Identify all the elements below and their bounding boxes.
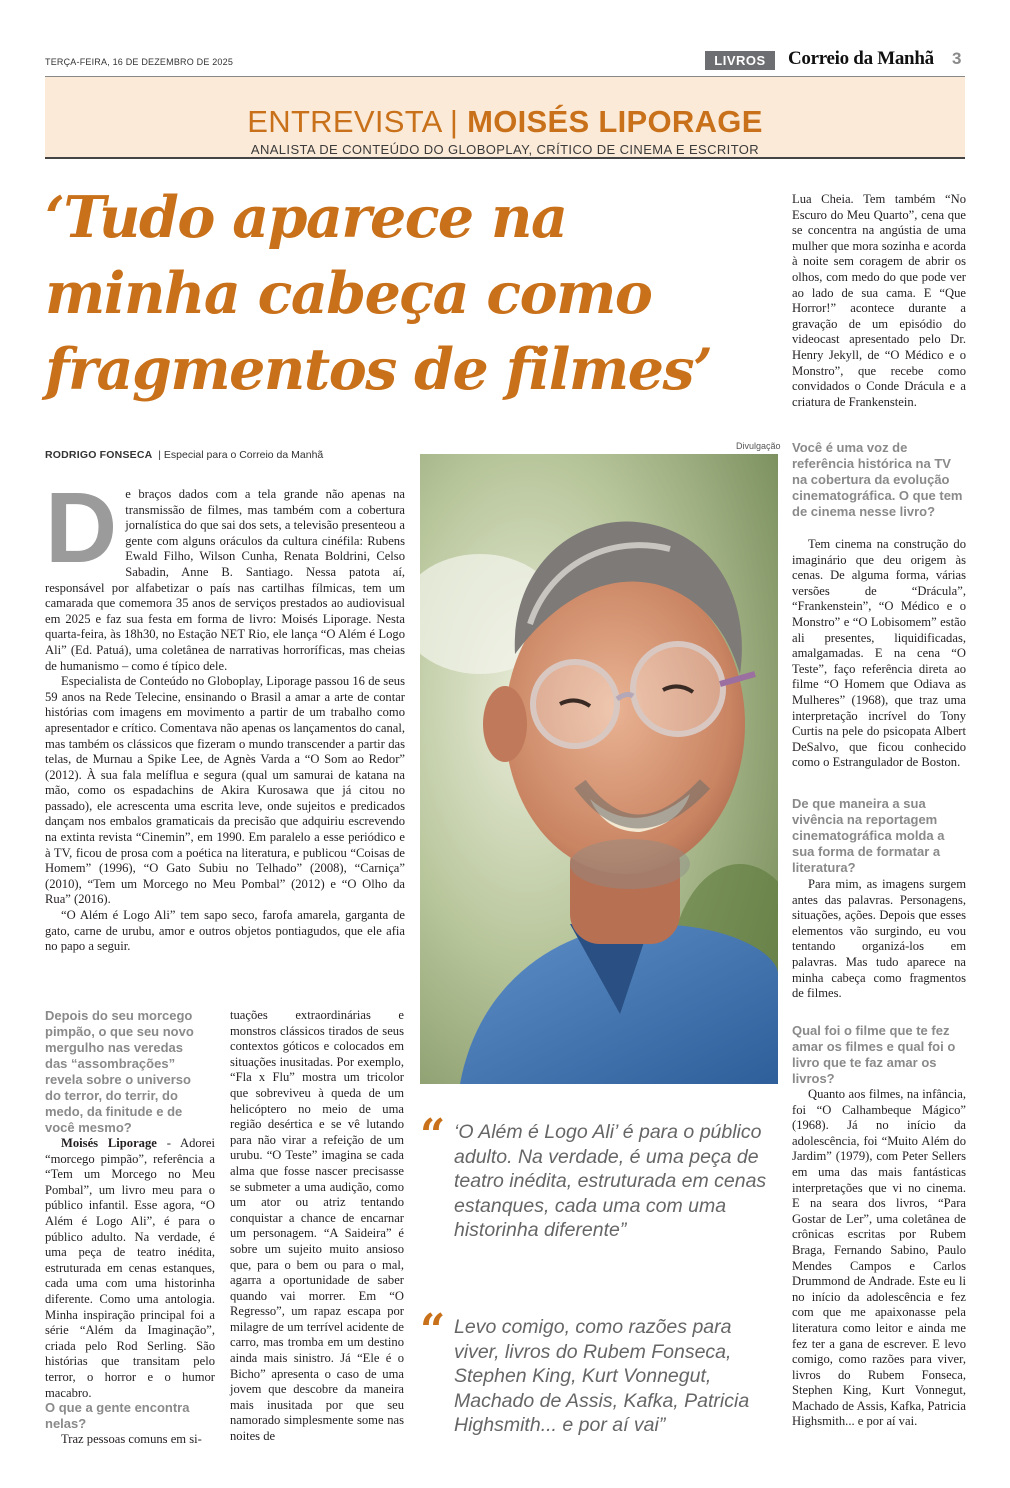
interview-question: O que a gente encontra nelas? — [45, 1400, 190, 1431]
answer-text: Traz pessoas comuns em si- — [61, 1432, 202, 1446]
pull-quote-text: ‘O Além é Logo Ali’ é para o público adulto. Na verdade, é uma peça de teatro inédita, estruturada em cenas estanques, cada uma com uma historinha diferente” — [454, 1121, 767, 1241]
masthead[interactable]: Correio da Manhã — [788, 48, 934, 69]
answer-text: Tem cinema na construção do imaginário que deu origem às cenas. De alguma forma, várias versões de “Drácula”, “Frankenstein”, “O Médico e o Monstro” e “O Lobisomem” estão ali presentes, liquidificadas, amalgamadas. E na cena “O Teste”, faço referência direta ao filme “O Homem que Odiava as Mulheres” (1968), que traz uma interpretação incrível do Tony Curtis na pele do psicopata Albert DeSalvo, que ficou conhecido como o Estrangulador de Boston. — [792, 537, 966, 770]
interview-question: Depois do seu morcego pimpão, o que seu novo mergulho nas veredas das “assombrações” revela sobre o universo do terror, do terrir, do medo, da finitude e de você mesmo? — [45, 1008, 194, 1135]
kicker-subtitle: ANALISTA DE CONTEÚDO DO GLOBOPLAY, CRÍTICO DE CINEMA E ESCRITOR — [250, 142, 760, 157]
interview-question: Você é uma voz de referência histórica na TV na cobertura da evolução cinematográfica. O que tem de cinema nesse livro? — [792, 440, 963, 519]
quote-mark-icon: “ — [420, 1305, 446, 1356]
portrait-illustration — [420, 454, 778, 1084]
photo-credit: Divulgação — [736, 441, 781, 451]
pull-quote — [420, 1305, 780, 1438]
byline-role: | Especial para o Correio da Manhã — [158, 449, 324, 461]
kicker-name: MOISÉS LIPORAGE — [467, 104, 763, 139]
article-intro — [45, 472, 405, 955]
quote-mark-icon: “ — [420, 1110, 446, 1161]
headline: ‘Tudo aparece na minha cabeça como fragmentos de filmes’ — [45, 184, 712, 403]
interview-question: Qual foi o filme que te fez amar os filmes e qual foi o livro que te faz amar os livros? — [792, 1023, 956, 1086]
section-badge[interactable]: LIVROS — [705, 51, 775, 70]
byline — [45, 449, 323, 461]
page-number: 3 — [952, 49, 962, 68]
drop-cap: D — [45, 472, 118, 584]
interview-answer — [792, 1087, 966, 1430]
interview-answer — [792, 537, 966, 771]
answer-text: - Adorei “morcego pimpão”, referência a “Tem um Morcego no Meu Pombal”, um livro meu para o público infantil. Esse agora, “O Além é Logo Ali”, é para o público adulto. Na verdade, é uma peça de teatro inédita, estruturada em cenas estanques, cada uma com uma historinha diferente. Como uma antologia. Minha inspiração principal foi a série “Além da Imaginação”, criada pelo Rod Serling. São histórias que transitam pelo terror, o horror e o humor macabro. — [45, 1136, 215, 1400]
intro-paragraph: “O Além é Logo Ali” tem sapo seco, farofa amarela, garganta de gato, carne de urubu, amor e outros objetos pontiagudos, que ele afia no papo a seguir. — [45, 908, 405, 954]
answer-text: Lua Cheia. Tem também “No Escuro do Meu Quarto”, cena que se concentra na angústia de uma mulher que mora sozinha e acorda à noite sem coragem de abrir os olhos, com medo do que pode ver ao lado de sua cama. E “Que Horror!” acontece durante a gravação de um episódio do videocast apresentado pelo Dr. Henry Jekyll, de “O Médico e o Monstro”, que recebe como convidados o Conde Drácula e a criatura de Frankenstein. — [792, 192, 966, 409]
byline-author: RODRIGO FONSECA — [45, 449, 153, 461]
interview-answer-continued — [792, 192, 966, 410]
pull-quote-text: Levo comigo, como razões para viver, livros do Rubem Fonseca, Stephen King, Kurt Vonnegut, Machado de Assis, Kafka, Patricia Highsmith... e por aí vai” — [454, 1316, 750, 1436]
pull-quote — [420, 1110, 780, 1243]
kicker — [45, 104, 965, 140]
band-rule — [45, 157, 965, 159]
answer-speaker: Moisés Liporage — [61, 1136, 157, 1150]
kicker-label: ENTREVISTA | — [247, 104, 468, 139]
interview-answer-continued — [230, 1008, 404, 1445]
answer-text: Quanto aos filmes, na infância, foi “O Calhambeque Mágico” (1968). Já no início da adolescência, foi “Muito Além do Jardim” (1979), com Peter Sellers em uma das mais fantásticas interpretações que vi no cinema. E na seara dos livros, “Para Gostar de Ler”, uma coletânea de crônicas escritas por Rubem Braga, Fernando Sabino, Paulo Mendes Campos e Carlos Drummond de Andrade. Este eu li no início da adolescência e fez com que me apaixonasse pela literatura como leitor e ainda me fez ter a gana de escrever. E levo comigo, como razões para viver, livros do Rubem Fonseca, Stephen King, Kurt Vonnegut, Machado de Assis, Kafka, Patricia Highsmith... e por aí vai. — [792, 1087, 966, 1429]
interview-answer — [45, 1136, 215, 1401]
answer-text: tuações extraordinárias e monstros clássicos tirados de seus contextos góticos e colocados em situações inusitadas. Por exemplo, “Fla x Flu” mostra um tricolor que sobreviveu à queda de um helicóptero no meio de uma região desértica e se vê lutando para não virar a refeição de um urubu. “O Teste” imagina se cada alma que fosse nascer precisasse se submeter a uma audição, como um ator ou atriz tentando conquistar a chance de encarnar um personagem. “A Saideira” é sobre um sujeito muito ansioso que, para o bem ou para o mal, agarra a oportunidade de saber quando vai morrer. Em “O Regresso”, um rapaz escapa por milagre de um terrível acidente de carro, mas tromba em um destino ainda mais sinistro. Já “Ele é o Bicho” apresenta o caso de uma jovem que descobre da maneira mais inusitada por que seu namorado simplesmente some nas noites de — [230, 1008, 404, 1444]
interview-question: De que maneira a sua vivência na reportagem cinematográfica molda a sua forma de formatar a literatura? — [792, 796, 945, 875]
portrait-photo — [420, 454, 778, 1084]
interview-answer — [45, 1432, 215, 1448]
interview-answer — [792, 877, 966, 1002]
answer-text: Para mim, as imagens surgem antes das palavras. Personagens, situações, ações. Depois que esses elementos vão surgindo, eu vou tentando organizá-los em palavras. Mas tudo aparece na minha cabeça como fragmentos de filmes. — [792, 877, 966, 1001]
issue-date: TERÇA-FEIRA, 16 DE DEZEMBRO DE 2025 — [45, 57, 234, 67]
intro-paragraph: e braços dados com a tela grande não apenas na transmissão de filmes, mas também com a cobertura jornalística do que sai dos sets, a televisão presenteou a gente com alguns oráculos da cultura cinéfila: Rubens Ewald Filho, Wilson Cunha, Renata Boldrini, Celso Sabadin, Anne B. Santiago. Nessa patota aí, responsável por alfabetizar o país nas cartilhas fílmicas, tem um camarada que comemora 35 anos de serviços prestados ao audiovisual em 2025 e faz sua festa em forma de livro: Moisés Liporage. Nesta quarta-feira, às 18h30, no Estação NET Rio, ele lança “O Além é Logo Ali” (Ed. Patuá), uma coletânea de narrativas horroríficas, mas cheias de humanismo – como é típico dele. — [45, 487, 405, 673]
intro-paragraph: Especialista de Conteúdo no Globoplay, Liporage passou 16 de seus 59 anos na Rede Telecine, ensinando o Brasil a amar a arte de contar histórias com imagens em movimento a partir de um trabalho como apresentador e crítico. Comentava não apenas os lançamentos do canal, mas também os clássicos que fizeram o mundo transcender a partir das telas, de Murnau a Spike Lee, de Agnès Varda a “O Som ao Redor” (2012). À sua fala melíflua e segura (qual um samurai de katana na mão, como os espadachins de Akira Kurosawa que já citou no passado), ele acrescenta uma escrita leve, onde sujeitos e predicados dançam nos embalos gramaticais da precisão que adquiriu escrevendo na extinta revista “Cinemin”, em 1990. Em paralelo a esse periódico e à TV, ficou de prosa com a poética na literatura, e publicou “Coisas de Homem” (1996), “O Gato Subiu no Telhado” (2008), “Carniça” (2010), “Tem um Morcego no Meu Pombal” (2012) e “O Olho da Rua” (2016). — [45, 674, 405, 907]
